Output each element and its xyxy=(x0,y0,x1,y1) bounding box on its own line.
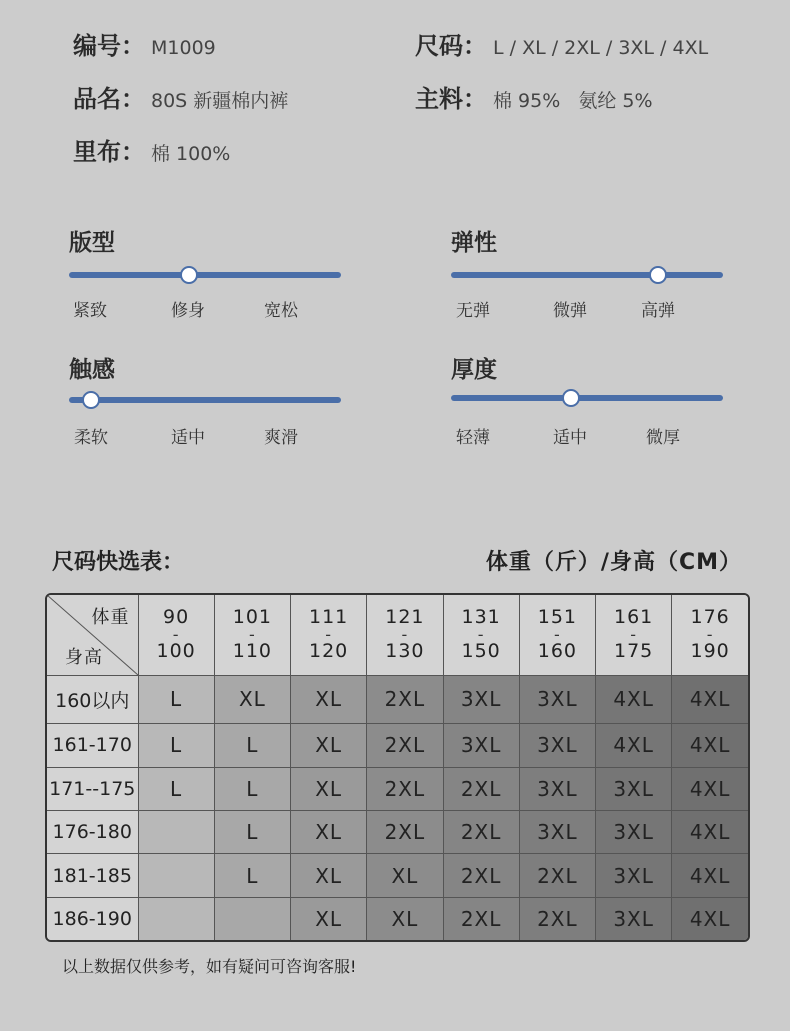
scale-fit xyxy=(69,224,341,321)
size-cell: XL xyxy=(367,854,443,897)
height-label: 171--175 xyxy=(47,767,138,810)
table-row xyxy=(47,675,748,724)
size-cell: 4XL xyxy=(672,854,748,897)
scale-thickness-label-high: 微厚 xyxy=(646,428,680,448)
weight-to: 130 xyxy=(385,640,425,663)
weight-to: 175 xyxy=(613,640,654,663)
scale-fit-title: 版型 xyxy=(69,230,115,256)
size-cell: 2XL xyxy=(519,854,595,897)
size-table-units: 体重（斤）/身高（CM） xyxy=(485,550,742,575)
size-cell: 4XL xyxy=(672,811,748,854)
info-code-value: M1009 xyxy=(151,37,216,59)
size-cell: 2XL xyxy=(443,854,519,897)
scale-touch-title: 触感 xyxy=(69,357,115,383)
disclaimer-note: 以上数据仅供参考，如有疑问可咨询客服! xyxy=(62,957,357,976)
size-cell: 4XL xyxy=(596,675,672,724)
size-cell: L xyxy=(138,724,214,767)
size-cell: 3XL xyxy=(596,854,672,897)
size-cell: XL xyxy=(291,767,367,810)
scale-elasticity-label-high: 高弹 xyxy=(641,301,675,321)
size-cell: XL xyxy=(291,811,367,854)
size-cell: 3XL xyxy=(596,897,672,940)
scale-thickness-title: 厚度 xyxy=(451,357,497,383)
info-lining-key: 里布： xyxy=(73,138,145,166)
table-row xyxy=(47,811,748,854)
size-cell: 4XL xyxy=(672,724,748,767)
info-material-value: 棉 95% 氨纶 5% xyxy=(493,90,653,112)
weight-to: 100 xyxy=(156,640,196,663)
size-cell: L xyxy=(138,767,214,810)
corner-height-label: 身高 xyxy=(65,646,103,668)
height-label: 160以内 xyxy=(47,675,138,724)
weight-dash: - xyxy=(477,625,485,645)
weight-header xyxy=(443,595,519,675)
scale-fit-label-low: 紧致 xyxy=(73,301,107,321)
info-lining xyxy=(73,132,230,167)
weight-header xyxy=(214,595,290,675)
weight-to: 190 xyxy=(690,640,730,663)
scale-thickness-track xyxy=(451,395,723,401)
weight-dash: - xyxy=(401,625,409,645)
size-cell: 2XL xyxy=(443,767,519,810)
weight-dash: - xyxy=(248,625,256,645)
scale-thickness xyxy=(451,351,723,448)
size-cell: XL xyxy=(367,897,443,940)
weight-from: 161 xyxy=(613,606,654,629)
size-cell: 3XL xyxy=(519,675,595,724)
height-label: 186-190 xyxy=(47,897,138,940)
weight-from: 121 xyxy=(385,606,425,629)
size-cell: 2XL xyxy=(519,897,595,940)
info-lining-value: 棉 100% xyxy=(151,143,231,165)
table-row xyxy=(47,897,748,940)
scale-elasticity-label-mid: 微弹 xyxy=(553,301,587,321)
size-cell: XL xyxy=(291,675,367,724)
weight-to: 120 xyxy=(308,640,349,663)
weight-from: 101 xyxy=(232,606,272,629)
size-cell: XL xyxy=(291,897,367,940)
info-size-key: 尺码： xyxy=(415,32,487,60)
scale-thickness-knob xyxy=(562,389,580,407)
scale-thickness-label-low: 轻薄 xyxy=(456,428,490,448)
weight-header xyxy=(672,595,748,675)
size-cell: 3XL xyxy=(519,811,595,854)
weight-dash: - xyxy=(706,625,714,645)
scale-fit-label-mid: 修身 xyxy=(171,301,205,321)
info-name-value: 80S 新疆棉内裤 xyxy=(151,90,289,112)
size-cell xyxy=(214,897,290,940)
weight-to: 160 xyxy=(537,640,577,663)
scale-touch-label-mid: 适中 xyxy=(171,428,205,448)
size-cell: XL xyxy=(291,724,367,767)
corner-weight-label: 体重 xyxy=(91,607,130,628)
size-cell: XL xyxy=(214,675,290,724)
scale-touch-label-high: 爽滑 xyxy=(264,428,298,448)
weight-header xyxy=(519,595,595,675)
weight-from: 90 xyxy=(163,606,190,629)
size-table xyxy=(45,593,750,942)
scale-touch-track xyxy=(69,397,341,403)
size-cell: 3XL xyxy=(519,767,595,810)
info-material xyxy=(415,79,653,114)
size-table-corner xyxy=(47,595,138,675)
size-cell xyxy=(138,811,214,854)
scale-touch-knob xyxy=(82,391,100,409)
table-row xyxy=(47,854,748,897)
size-cell: 3XL xyxy=(443,724,519,767)
info-code-key: 编号： xyxy=(73,32,145,60)
info-code xyxy=(73,26,216,61)
weight-to: 150 xyxy=(461,640,501,663)
weight-header xyxy=(367,595,443,675)
weight-header xyxy=(596,595,672,675)
scale-elasticity-title: 弹性 xyxy=(451,230,497,256)
table-row xyxy=(47,767,748,810)
size-cell: L xyxy=(214,724,290,767)
weight-dash: - xyxy=(630,625,638,645)
size-cell: 3XL xyxy=(596,811,672,854)
scale-elasticity xyxy=(451,224,723,321)
scale-elasticity-label-low: 无弹 xyxy=(456,301,490,321)
weight-from: 176 xyxy=(690,606,730,629)
size-cell: 4XL xyxy=(672,767,748,810)
scale-touch-label-low: 柔软 xyxy=(74,428,108,448)
size-cell: 2XL xyxy=(367,724,443,767)
weight-from: 111 xyxy=(308,606,349,629)
info-name-key: 品名： xyxy=(73,85,145,113)
size-cell: 3XL xyxy=(596,767,672,810)
size-table-title: 尺码快选表： xyxy=(52,550,185,575)
size-cell: L xyxy=(138,675,214,724)
size-table-header-row xyxy=(47,595,748,675)
weight-dash: - xyxy=(325,625,333,645)
weight-to: 110 xyxy=(232,640,272,663)
scale-fit-track xyxy=(69,272,341,278)
weight-dash: - xyxy=(172,625,180,645)
scale-elasticity-track xyxy=(451,272,723,278)
weight-from: 151 xyxy=(537,606,577,629)
size-cell: 2XL xyxy=(367,767,443,810)
scale-thickness-label-mid: 适中 xyxy=(553,428,587,448)
height-label: 161-170 xyxy=(47,724,138,767)
size-cell xyxy=(138,897,214,940)
scale-touch xyxy=(69,351,341,448)
size-cell: 3XL xyxy=(519,724,595,767)
weight-from: 131 xyxy=(461,606,501,629)
size-cell: 4XL xyxy=(672,897,748,940)
info-size-value: L / XL / 2XL / 3XL / 4XL xyxy=(493,37,709,59)
weight-dash: - xyxy=(553,625,561,645)
scale-fit-knob xyxy=(180,266,198,284)
size-cell: 4XL xyxy=(596,724,672,767)
size-cell: XL xyxy=(291,854,367,897)
size-cell: 2XL xyxy=(443,897,519,940)
size-cell: 2XL xyxy=(367,811,443,854)
weight-header xyxy=(291,595,367,675)
size-cell: L xyxy=(214,811,290,854)
size-cell: 2XL xyxy=(367,675,443,724)
scale-fit-label-high: 宽松 xyxy=(264,301,298,321)
info-material-key: 主料： xyxy=(415,85,487,113)
info-name xyxy=(73,79,288,114)
size-cell: L xyxy=(214,767,290,810)
scale-elasticity-knob xyxy=(649,266,667,284)
size-cell: L xyxy=(214,854,290,897)
height-label: 181-185 xyxy=(47,854,138,897)
size-cell: 4XL xyxy=(672,675,748,724)
size-cell: 3XL xyxy=(443,675,519,724)
size-cell xyxy=(138,854,214,897)
size-cell: 2XL xyxy=(443,811,519,854)
height-label: 176-180 xyxy=(47,811,138,854)
info-size xyxy=(415,26,708,61)
table-row xyxy=(47,724,748,767)
weight-header xyxy=(138,595,214,675)
